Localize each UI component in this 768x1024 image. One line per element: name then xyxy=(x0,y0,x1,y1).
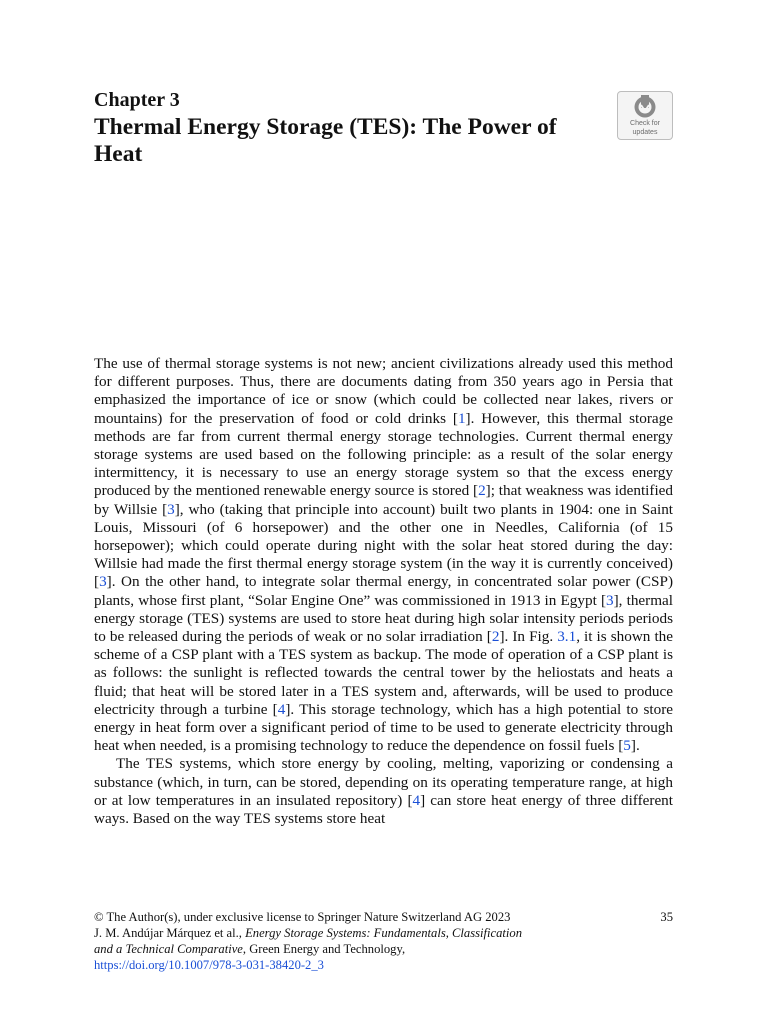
badge-line-1: Check for xyxy=(630,120,660,127)
copyright-notice: © The Author(s), under exclusive license to Springer Nature Switzerland AG 2023 xyxy=(94,910,511,924)
reference-link[interactable]: 3 xyxy=(167,500,175,518)
check-for-updates-icon xyxy=(632,95,658,119)
badge-line-2: updates xyxy=(632,129,658,136)
chapter-label: Chapter 3 xyxy=(94,89,180,111)
reference-link[interactable]: 3 xyxy=(99,573,107,591)
paragraph-text: ]. This storage technology, which has a high potential to store energy in heat form over a significant period of time to be used to generate electricity through heat when needed, is a promising technology to reduce the dependence on fossil fuels [ xyxy=(94,700,674,755)
doi-link[interactable]: https://doi.org/10.1007/978-3-031-38420-2_3 xyxy=(94,958,324,972)
paragraph-text: , it is shown the scheme of a CSP plant with a TES system as backup. The mode of operation of a CSP plant is as follows: the sunlight is reflected towards the central tower by the heliostats and heats a fluid; that heat will be stored later in a TES system and, afterwards, will be used to produce electricity through a turbine [ xyxy=(94,628,673,718)
paragraph-text: ]. xyxy=(630,737,640,755)
paragraph-2 xyxy=(94,755,673,828)
book-series: , Green Energy and Technology, xyxy=(242,942,406,956)
reference-link[interactable]: 4 xyxy=(412,791,421,809)
paragraph-text: The use of thermal storage systems is not new; ancient civilizations already used this method for different purposes. Thus, there are documents dating from 350 years ago in Persia that emphasized the importance of ice or snow (which could be collected near lakes, rivers or mountains) for the preservation of food or cold drinks [ xyxy=(94,355,673,427)
reference-link[interactable]: 1 xyxy=(457,409,466,427)
paragraph-text: The TES systems, which store energy by cooling, melting, vaporizing or condensing a substance (which, in turn, can be stored, depending on its operating temperature range, at high or at low temperatures in an insulated repository) [ xyxy=(94,755,673,809)
paragraph-text: ]. In Fig. xyxy=(499,628,558,646)
paragraph-text: ]; that weakness was identified by Willsie [ xyxy=(94,482,673,518)
page-footer xyxy=(94,909,673,973)
paragraph-text: ], thermal energy storage (TES) systems are used to store heat during high solar intensity periods periods to be released during the periods of weak or no solar irradiation [ xyxy=(94,591,673,646)
reference-link[interactable]: 5 xyxy=(623,737,631,755)
reference-link[interactable]: 3 xyxy=(606,591,614,609)
body-text xyxy=(94,355,673,828)
book-title-part-1: Energy Storage Systems: Fundamentals, Classification xyxy=(245,926,523,940)
reference-link[interactable]: 2 xyxy=(491,628,500,646)
reference-link[interactable]: 4 xyxy=(277,700,286,718)
book-title-part-2: and a Technical Comparative xyxy=(94,942,243,956)
chapter-title: Thermal Energy Storage (TES): The Power of Heat xyxy=(94,114,557,167)
paragraph-text: ]. On the other hand, to integrate solar thermal energy, in concentrated solar power (CSP) plants, whose first plant, “Solar Engine One” was commissioned in 1913 in Egypt [ xyxy=(94,573,673,609)
paragraph-text: ] can store heat energy of three different ways. Based on the way TES systems store heat xyxy=(94,791,673,828)
check-for-updates-badge[interactable] xyxy=(617,91,673,140)
paragraph-1 xyxy=(94,355,673,755)
reference-link[interactable]: 2 xyxy=(478,482,486,500)
page-number: 35 xyxy=(660,910,673,924)
citation-line-2 xyxy=(94,941,673,957)
reference-link[interactable]: 3.1 xyxy=(557,628,577,646)
citation-line-1 xyxy=(94,925,673,941)
paragraph-text: ], who (taking that principle into account) built two plants in 1904: one in Saint Louis, Missouri (of 6 horsepower) and the other one in Needles, California (of 15 horsepower); which could operate during night with the solar heat stored during the day: Willsie had made the first thermal energy storage system (in the way it is currently conceived) [ xyxy=(94,500,674,591)
citation-authors: J. M. Andújar Márquez et al., xyxy=(94,926,246,940)
paragraph-text: ]. However, this thermal storage methods are far from current thermal energy storage technologies. Current thermal energy storage systems are used based on the following principle: as a result of the solar energy intermittency, it is necessary to use an energy storage system so that the excess energy produced by the mentioned renewable energy source is stored [ xyxy=(94,409,673,500)
